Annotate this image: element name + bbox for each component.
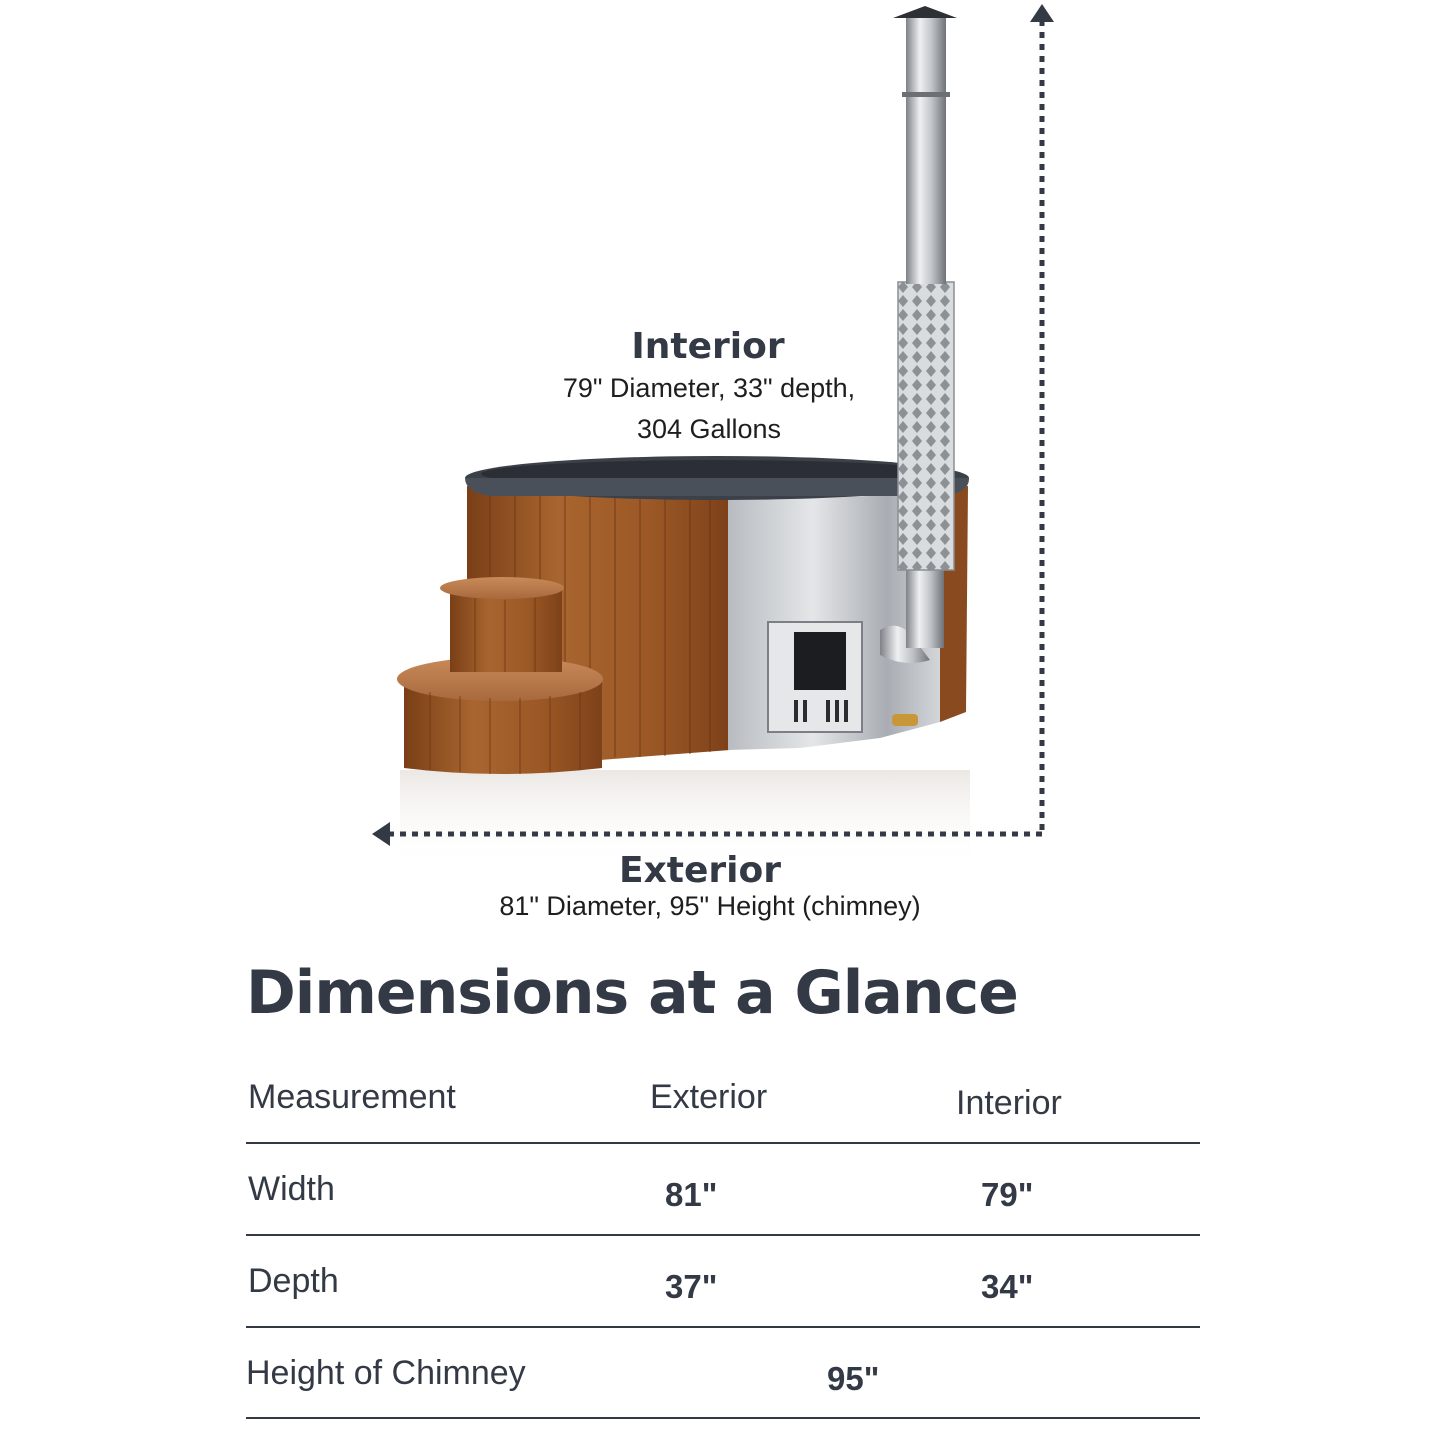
interior-details-line-1: 79" Diameter, 33" depth, bbox=[562, 373, 856, 403]
depth-exterior-value: 37" bbox=[665, 1268, 718, 1305]
height-arrow-head bbox=[1030, 4, 1054, 22]
chimney-height-value: 95" bbox=[827, 1360, 880, 1397]
table-divider bbox=[246, 1417, 1200, 1419]
table-divider bbox=[246, 1142, 1200, 1144]
row-label-width: Width bbox=[248, 1170, 335, 1208]
width-arrow-head bbox=[372, 822, 390, 846]
header-exterior: Exterior bbox=[650, 1078, 768, 1116]
table-divider bbox=[246, 1326, 1200, 1328]
exterior-details: 81" Diameter, 95" Height (chimney) bbox=[499, 891, 921, 921]
row-label-chimney-height: Height of Chimney bbox=[246, 1354, 526, 1392]
interior-details-line-2: 304 Gallons bbox=[636, 414, 782, 444]
header-interior: Interior bbox=[956, 1084, 1062, 1122]
header-measurement: Measurement bbox=[248, 1078, 456, 1116]
row-label-depth: Depth bbox=[248, 1262, 339, 1300]
width-exterior-value: 81" bbox=[665, 1176, 718, 1213]
section-title: Dimensions at a Glance bbox=[246, 958, 1018, 1028]
table-divider bbox=[246, 1234, 1200, 1236]
interior-details bbox=[500, 368, 918, 450]
interior-heading: Interior bbox=[631, 326, 785, 367]
width-interior-value: 79" bbox=[981, 1176, 1034, 1213]
exterior-heading: Exterior bbox=[618, 850, 782, 891]
depth-interior-value: 34" bbox=[981, 1268, 1034, 1305]
